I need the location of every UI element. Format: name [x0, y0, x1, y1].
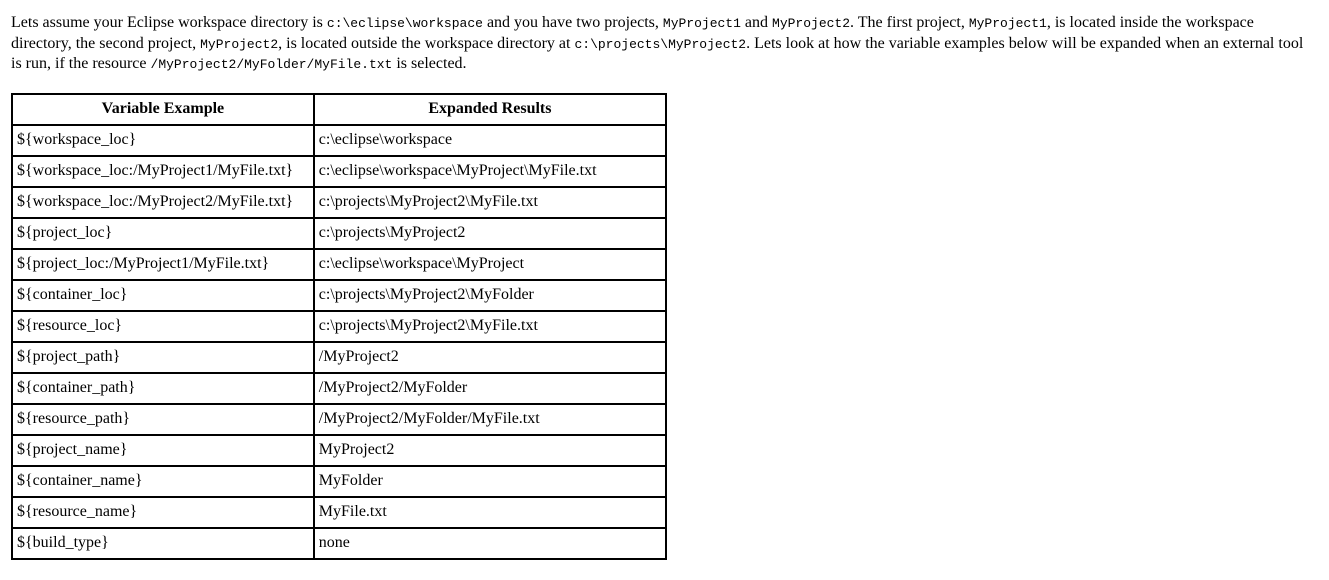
variable-cell: ${workspace_loc}	[12, 125, 314, 156]
table-row	[12, 249, 666, 280]
variable-cell: ${project_path}	[12, 342, 314, 373]
projects-path-code: c:\projects\MyProject2	[574, 36, 747, 52]
intro-text: , is located outside the workspace directory at	[278, 34, 575, 52]
table-row	[12, 497, 666, 528]
table-row	[12, 156, 666, 187]
table-row	[12, 466, 666, 497]
intro-text: , is located inside the workspace directory, the second project,	[11, 14, 1254, 52]
table-row	[12, 342, 666, 373]
result-cell: c:\eclipse\workspace\MyProject\MyFile.txt	[314, 156, 666, 187]
variable-cell: ${container_path}	[12, 373, 314, 404]
variable-cell: ${container_loc}	[12, 280, 314, 311]
table-row	[12, 528, 666, 559]
project2-code: MyProject2	[200, 36, 279, 52]
intro-paragraph	[11, 13, 1316, 75]
variable-cell: ${build_type}	[12, 528, 314, 559]
resource-path-code: /MyProject2/MyFolder/MyFile.txt	[150, 57, 393, 72]
variable-cell: ${project_loc}	[12, 218, 314, 249]
result-cell: /MyProject2/MyFolder/MyFile.txt	[314, 404, 666, 435]
result-cell: c:\projects\MyProject2\MyFile.txt	[314, 311, 666, 342]
project2-code: MyProject2	[772, 16, 851, 31]
table-row	[12, 404, 666, 435]
variable-cell: ${container_name}	[12, 466, 314, 497]
intro-text: . Lets look at how the variable examples below will be expanded when an external tool is run, if the resource	[11, 34, 1304, 72]
table-row	[12, 187, 666, 218]
intro-text: . The first project,	[850, 14, 969, 31]
intro-text: Lets assume your Eclipse workspace directory is	[11, 14, 327, 31]
result-cell: c:\projects\MyProject2\MyFolder	[314, 280, 666, 311]
intro-text: is selected.	[392, 55, 467, 72]
variable-cell: ${workspace_loc:/MyProject2/MyFile.txt}	[12, 187, 314, 218]
table-row	[12, 218, 666, 249]
variable-cell: ${resource_name}	[12, 497, 314, 528]
result-cell: /MyProject2/MyFolder	[314, 373, 666, 404]
result-cell: MyFolder	[314, 466, 666, 497]
result-cell: none	[314, 528, 666, 559]
table-row	[12, 125, 666, 156]
table-row	[12, 373, 666, 404]
result-cell: c:\projects\MyProject2\MyFile.txt	[314, 187, 666, 218]
intro-text: and	[740, 14, 773, 31]
header-expanded-results: Expanded Results	[314, 94, 666, 125]
header-variable-example: Variable Example	[12, 94, 314, 125]
table-header-row	[12, 94, 666, 125]
result-cell: c:\eclipse\workspace	[314, 125, 666, 156]
variable-cell: ${resource_path}	[12, 404, 314, 435]
result-cell: c:\eclipse\workspace\MyProject	[314, 249, 666, 280]
table-row	[12, 311, 666, 342]
workspace-path-code: c:\eclipse\workspace	[326, 16, 483, 31]
variable-cell: ${project_name}	[12, 435, 314, 466]
table-row	[12, 435, 666, 466]
table-row	[12, 280, 666, 311]
project1-code: MyProject1	[662, 16, 741, 31]
result-cell: MyFile.txt	[314, 497, 666, 528]
variable-cell: ${resource_loc}	[12, 311, 314, 342]
variables-table	[11, 93, 667, 560]
variable-cell: ${project_loc:/MyProject1/MyFile.txt}	[12, 249, 314, 280]
result-cell: /MyProject2	[314, 342, 666, 373]
result-cell: MyProject2	[314, 435, 666, 466]
intro-text: and you have two projects,	[482, 14, 663, 31]
result-cell: c:\projects\MyProject2	[314, 218, 666, 249]
variable-cell: ${workspace_loc:/MyProject1/MyFile.txt}	[12, 156, 314, 187]
project1-code: MyProject1	[968, 16, 1047, 31]
